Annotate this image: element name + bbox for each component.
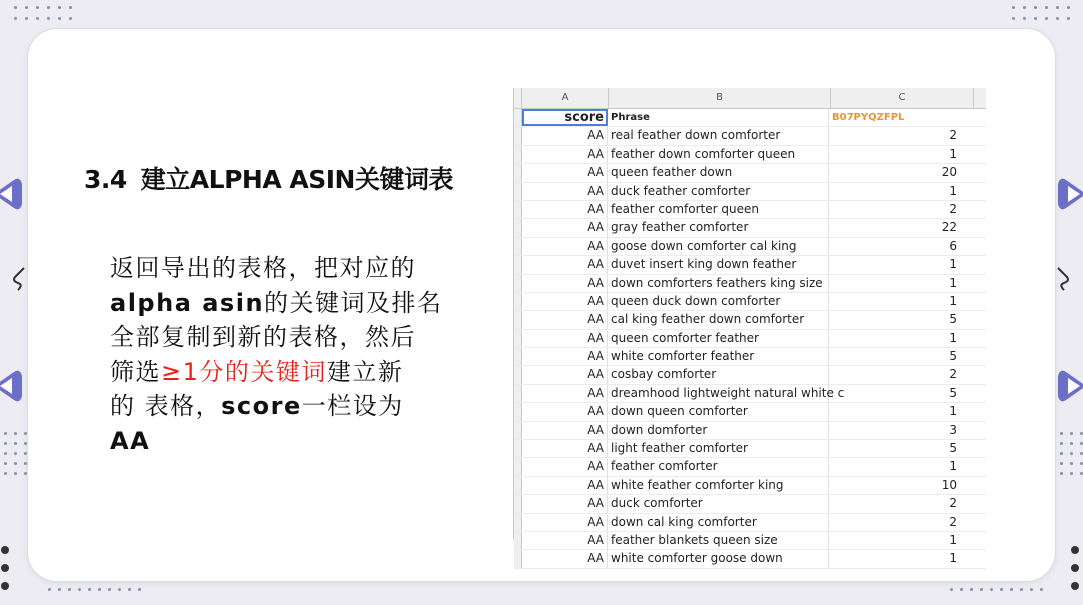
decor-dot (25, 17, 28, 20)
row-header (514, 238, 522, 255)
decor-dot (4, 472, 7, 475)
row-header (514, 201, 522, 218)
decor-dot (1000, 588, 1003, 591)
decor-dot (1012, 17, 1015, 20)
phrase-cell[interactable]: light feather comforter (608, 440, 829, 457)
rank-cell[interactable]: 1 (949, 459, 957, 474)
rank-cell[interactable]: 1 (949, 404, 957, 419)
phrase-cell[interactable]: dreamhood lightweight natural white c (608, 385, 829, 402)
table-row (514, 146, 986, 164)
score-cell[interactable]: AA (522, 127, 608, 144)
rank-cell[interactable]: 5 (949, 441, 957, 456)
line-1: 返回导出的表格，把对应的 (110, 254, 416, 282)
phrase-cell[interactable]: down cal king comforter (608, 514, 829, 531)
decor-dot (1023, 17, 1026, 20)
decor-dot (118, 588, 121, 591)
phrase-cell[interactable]: down comforters feathers king size (608, 275, 829, 292)
phrase-cell[interactable]: cal king feather down comforter (608, 311, 829, 328)
score-cell[interactable]: AA (522, 275, 608, 292)
rank-cell[interactable]: 2 (949, 496, 957, 511)
decor-dot (1045, 17, 1048, 20)
decor-dot (14, 432, 17, 435)
decor-dot (69, 6, 72, 9)
left-diamond-icon (0, 176, 26, 212)
score-cell[interactable]: AA (522, 293, 608, 310)
column-header-c[interactable]: C (831, 88, 974, 108)
line-5-end: 一栏设为 (301, 392, 404, 420)
decor-dot (960, 588, 963, 591)
decor-dot (1070, 452, 1073, 455)
score-cell[interactable]: AA (522, 311, 608, 328)
decor-dot (1070, 432, 1073, 435)
decor-dot (58, 588, 61, 591)
decor-dot (14, 17, 17, 20)
decor-dot (48, 588, 51, 591)
row-header (514, 109, 522, 126)
phrase-cell[interactable]: duck feather comforter (608, 183, 829, 200)
decor-dot (1060, 462, 1063, 465)
line-5-start: 的 表格， (110, 392, 222, 420)
decor-dot (1010, 588, 1013, 591)
score-cell[interactable]: AA (522, 238, 608, 255)
score-cell[interactable]: AA (522, 366, 608, 383)
score-cell[interactable]: AA (522, 477, 608, 494)
phrase-cell[interactable]: gray feather comforter (608, 219, 829, 236)
rank-cell[interactable]: 22 (941, 220, 957, 235)
decor-dot (14, 462, 17, 465)
decor-dot (1060, 472, 1063, 475)
column-header-a[interactable]: A (522, 88, 609, 108)
aa-term: AA (110, 426, 151, 455)
row-header (514, 256, 522, 273)
decor-dot (1070, 442, 1073, 445)
table-row (514, 238, 986, 256)
table-row (514, 164, 986, 182)
decor-dot (1056, 6, 1059, 9)
decor-dot (1067, 17, 1070, 20)
phrase-cell[interactable]: feather blankets queen size (608, 532, 829, 549)
table-row (514, 183, 986, 201)
row-header (514, 146, 522, 163)
rank-cell[interactable]: 1 (949, 330, 957, 345)
decor-dot (47, 6, 50, 9)
table-row (514, 219, 986, 237)
table-row (514, 311, 986, 329)
score-cell[interactable]: AA (522, 219, 608, 236)
decor-dot (980, 588, 983, 591)
rank-cell[interactable]: 2 (949, 128, 957, 143)
right-diamond-icon-2 (1056, 368, 1080, 404)
phrase-header-cell[interactable]: Phrase (608, 109, 829, 126)
score-cell[interactable]: AA (522, 385, 608, 402)
phrase-cell[interactable]: feather comforter (608, 458, 829, 475)
phrase-cell[interactable]: duvet insert king down feather (608, 256, 829, 273)
phrase-cell[interactable]: goose down comforter cal king (608, 238, 829, 255)
row-header (514, 495, 522, 512)
rank-cell[interactable]: 5 (949, 349, 957, 364)
phrase-cell[interactable]: white comforter feather (608, 348, 829, 365)
score-cell[interactable]: AA (522, 164, 608, 181)
rank-cell[interactable]: 2 (949, 367, 957, 382)
decor-dot (1060, 442, 1063, 445)
row-header (514, 366, 522, 383)
row-header (514, 477, 522, 494)
section-title: 建立ALPHA ASIN关键词表 (140, 165, 453, 194)
decor-dot (1060, 452, 1063, 455)
row-header (514, 183, 522, 200)
decor-dot (990, 588, 993, 591)
phrase-cell[interactable]: cosbay comforter (608, 366, 829, 383)
line-2-rest: 的关键词及排名 (264, 288, 443, 317)
right-squiggle-icon (1054, 266, 1074, 292)
decor-dot (58, 6, 61, 9)
score-cell[interactable]: AA (522, 422, 608, 439)
row-header (514, 514, 522, 531)
decor-dot (58, 17, 61, 20)
right-diamond-icon (1056, 176, 1080, 212)
table-row (514, 403, 986, 421)
phrase-cell[interactable]: down queen comforter (608, 403, 829, 420)
table-row (514, 348, 986, 366)
decor-dot (1030, 588, 1033, 591)
decor-dot (14, 472, 17, 475)
table-row (514, 366, 986, 384)
row-header (514, 348, 522, 365)
line-3: 全部复制到新的表格，然后 (110, 323, 416, 351)
decor-dot (1045, 6, 1048, 9)
table-row (514, 532, 986, 550)
decor-dot (970, 588, 973, 591)
decor-dot (88, 588, 91, 591)
decor-dot (1056, 17, 1059, 20)
score-cell[interactable]: AA (522, 403, 608, 420)
decor-dot (1060, 432, 1063, 435)
phrase-cell[interactable]: queen feather down (608, 164, 829, 181)
phrase-cell[interactable]: queen comforter feather (608, 330, 829, 347)
rank-cell[interactable]: 6 (949, 238, 957, 253)
table-row (514, 458, 986, 476)
row-header (514, 311, 522, 328)
alpha-asin-term: alpha asin (110, 288, 265, 317)
rank-cell[interactable]: 1 (949, 275, 957, 290)
decor-dot (1034, 6, 1037, 9)
table-row (514, 256, 986, 274)
decor-dot (4, 432, 7, 435)
decor-dot (1040, 588, 1043, 591)
score-cell[interactable]: AA (522, 458, 608, 475)
score-header-cell[interactable]: score (522, 109, 608, 126)
score-cell[interactable]: AA (522, 201, 608, 218)
table-row (514, 293, 986, 311)
right-dots-column-icon (1068, 546, 1080, 596)
rank-cell[interactable]: 1 (949, 183, 957, 198)
decor-dot (36, 17, 39, 20)
spreadsheet (513, 88, 986, 566)
score-cell[interactable]: AA (522, 440, 608, 457)
decor-dot (98, 588, 101, 591)
table-row (514, 477, 986, 495)
row-header (514, 550, 522, 567)
phrase-cell[interactable]: down domforter (608, 422, 829, 439)
table-row (514, 127, 986, 145)
row-header (514, 532, 522, 549)
table-row (514, 275, 986, 293)
row-header (514, 403, 522, 420)
decor-dot (36, 6, 39, 9)
phrase-cell[interactable]: duck comforter (608, 495, 829, 512)
decor-dot (1023, 6, 1026, 9)
rank-cell[interactable]: 10 (941, 477, 957, 492)
left-dots-column-icon (0, 546, 12, 596)
decor-dot (108, 588, 111, 591)
rank-cell[interactable]: 3 (949, 422, 957, 437)
row-header (514, 440, 522, 457)
rank-cell[interactable]: 1 (949, 551, 957, 566)
phrase-cell[interactable]: queen duck down comforter (608, 293, 829, 310)
asin-header-cell[interactable]: B07PYQZFPL (832, 112, 905, 123)
rank-cell[interactable]: 20 (941, 165, 957, 180)
table-row (514, 495, 986, 513)
table-row (514, 330, 986, 348)
spreadsheet-rows (514, 127, 986, 568)
left-squiggle-icon (8, 266, 28, 292)
rank-cell[interactable]: 2 (949, 201, 957, 216)
phrase-cell[interactable]: white feather comforter king (608, 477, 829, 494)
decor-dot (47, 17, 50, 20)
corner-cell (514, 88, 522, 108)
decor-dot (4, 462, 7, 465)
phrase-cell[interactable]: feather down comforter queen (608, 146, 829, 163)
score-cell[interactable]: AA (522, 514, 608, 531)
table-header-row (514, 109, 986, 127)
slide-title (84, 160, 453, 196)
decor-dot (1020, 588, 1023, 591)
decor-dot (950, 588, 953, 591)
table-row (514, 201, 986, 219)
score-cell[interactable]: AA (522, 183, 608, 200)
line-4-start: 筛选 (110, 357, 161, 386)
decor-dot (25, 6, 28, 9)
table-row (514, 550, 986, 568)
row-header (514, 219, 522, 236)
phrase-cell[interactable]: feather comforter queen (608, 201, 829, 218)
table-row (514, 422, 986, 440)
decor-dot (138, 588, 141, 591)
score-cell[interactable]: AA (522, 256, 608, 273)
score-cell[interactable]: AA (522, 495, 608, 512)
score-cell[interactable]: AA (522, 550, 608, 567)
rank-cell[interactable]: 5 (949, 312, 957, 327)
decor-dot (14, 442, 17, 445)
table-row (514, 385, 986, 403)
decor-dot (1012, 6, 1015, 9)
phrase-cell[interactable]: white comforter goose down (608, 550, 829, 567)
left-diamond-icon-2 (0, 368, 26, 404)
row-header (514, 385, 522, 402)
rank-cell[interactable]: 5 (949, 385, 957, 400)
decor-dot (128, 588, 131, 591)
column-header-row (514, 88, 986, 109)
decor-dot (1034, 17, 1037, 20)
decor-dot (4, 452, 7, 455)
decor-dot (1067, 6, 1070, 9)
decor-dot (69, 17, 72, 20)
rank-cell[interactable]: 1 (949, 257, 957, 272)
decor-dot (78, 588, 81, 591)
instruction-paragraph (110, 251, 455, 458)
section-number: 3.4 (84, 165, 127, 194)
row-header (514, 458, 522, 475)
score-cell[interactable]: AA (522, 532, 608, 549)
rank-cell[interactable]: 1 (949, 532, 957, 547)
decor-dot (14, 452, 17, 455)
row-header (514, 275, 522, 292)
decor-dot (68, 588, 71, 591)
filter-criterion-highlight: ≥1分的关键词 (161, 357, 327, 386)
score-cell[interactable]: AA (522, 348, 608, 365)
table-row (514, 514, 986, 532)
decor-dot (14, 6, 17, 9)
column-header-b[interactable]: B (609, 88, 831, 108)
score-cell[interactable]: AA (522, 330, 608, 347)
rank-cell[interactable]: 1 (949, 293, 957, 308)
rank-cell[interactable]: 1 (949, 146, 957, 161)
decor-dot (4, 442, 7, 445)
row-header (514, 127, 522, 144)
phrase-cell[interactable]: real feather down comforter (608, 127, 829, 144)
decor-dot (1070, 472, 1073, 475)
row-header (514, 330, 522, 347)
row-header (514, 422, 522, 439)
line-4-end: 建立新 (326, 357, 404, 386)
row-header (514, 293, 522, 310)
decor-dot (1070, 462, 1073, 465)
row-header (514, 164, 522, 181)
table-row (514, 440, 986, 458)
score-term: score (221, 392, 302, 420)
rank-cell[interactable]: 2 (949, 514, 957, 529)
score-cell[interactable]: AA (522, 146, 608, 163)
